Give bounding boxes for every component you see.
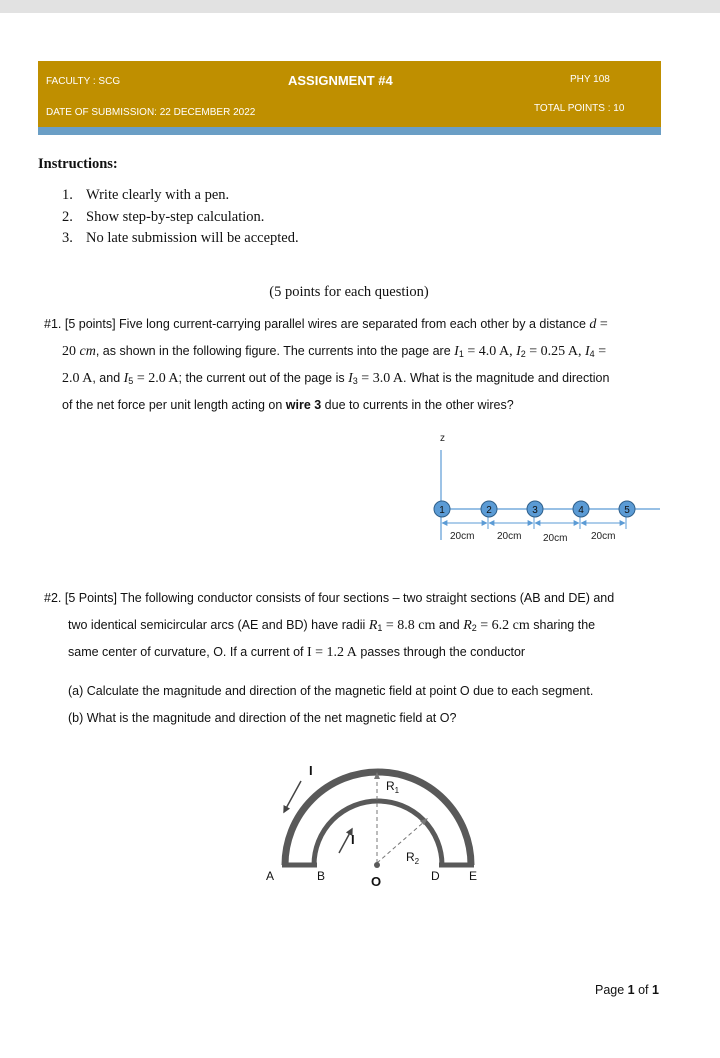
r1-label: $R_1$: [386, 779, 400, 795]
q1-line-4: of the net force per unit length acting on wire 3 due to currents in the other wires?: [62, 398, 514, 412]
wire-1: [434, 501, 450, 517]
q2-part-a: (a) Calculate the magnitude and direction of the magnetic field at point O due to each segment.: [68, 684, 594, 698]
header-stripe: [38, 127, 661, 135]
q1-line-2: 20 cm, as shown in the following figure. The currents into the page are $I_1 = 4.0$ A, $I_2 = 0.25$ A, $I_4$ =: [62, 344, 607, 359]
instructions-list: [62, 185, 299, 250]
q2-part-b: (b) What is the magnitude and direction of the net magnetic field at O?: [68, 711, 457, 725]
current-label-outer: I: [309, 763, 313, 778]
list-item: 3. No late submission will be accepted.: [62, 230, 299, 246]
q2-line-1: #2. [5 Points] The following conductor consists of four sections – two straight sections (AB and DE) and: [44, 591, 615, 605]
spacing-label: 20cm: [543, 533, 568, 544]
conductor-figure: [255, 755, 495, 900]
list-item: 2. Show step-by-step calculation.: [62, 208, 265, 225]
current-label-inner: I: [351, 832, 355, 847]
point-b-label: B: [317, 869, 326, 883]
point-d-label: D: [431, 869, 440, 883]
svg-text:2: 2: [486, 505, 492, 516]
q1-line-3: 2.0 A, and $I_5 = 2.0$ A; the current out of the page is $I_3 = 3.0$ A. What is the magnitude and direction: [62, 371, 610, 386]
course-code: PHY 108: [570, 74, 610, 85]
z-axis-label: z: [440, 433, 445, 444]
point-o-label: O: [371, 874, 382, 889]
instructions-title: Instructions:: [38, 156, 118, 172]
svg-text:4: 4: [578, 505, 584, 516]
page-number: Page 1 of 1: [595, 983, 659, 997]
wire-3: [527, 501, 543, 517]
svg-text:5: 5: [624, 505, 630, 516]
wire-4: [573, 501, 589, 517]
spacing-label: 20cm: [591, 531, 616, 542]
inner-arc: [314, 801, 442, 865]
top-bar: [0, 0, 720, 13]
q1-line-1: #1. [5 points] Five long current-carrying parallel wires are separated from each other by a distance d =: [44, 317, 608, 332]
r2-label: $R_2$: [406, 850, 420, 866]
svg-text:3: 3: [532, 505, 538, 516]
spacing-label: 20cm: [497, 531, 522, 542]
submission-date: DATE OF SUBMISSION: 22 DECEMBER 2022: [46, 107, 256, 118]
svg-text:1: 1: [439, 505, 445, 516]
assignment-header: [38, 61, 661, 127]
current-arrow-outer: [284, 781, 301, 812]
spacing-label: 20cm: [450, 531, 475, 542]
points-note: (5 points for each question): [269, 284, 429, 300]
q2-line-2: two identical semicircular arcs (AE and BD) have radii $R_1 = 8.8$ cm and $R_2 = 6.2$ cm sharing the: [68, 618, 596, 633]
wires-figure: [420, 425, 670, 550]
q2-line-3: same center of curvature, O. If a current of I = 1.2 A passes through the conductor: [68, 645, 526, 660]
assignment-title: ASSIGNMENT #4: [288, 73, 393, 88]
total-points: TOTAL POINTS : 10: [534, 103, 625, 114]
wire-5: [619, 501, 635, 517]
wire-2: [481, 501, 497, 517]
point-a-label: A: [266, 869, 275, 883]
faculty-label: FACULTY : SCG: [46, 76, 121, 87]
center-point: [374, 862, 380, 868]
list-item: 1. Write clearly with a pen.: [62, 187, 230, 203]
point-e-label: E: [469, 869, 478, 883]
